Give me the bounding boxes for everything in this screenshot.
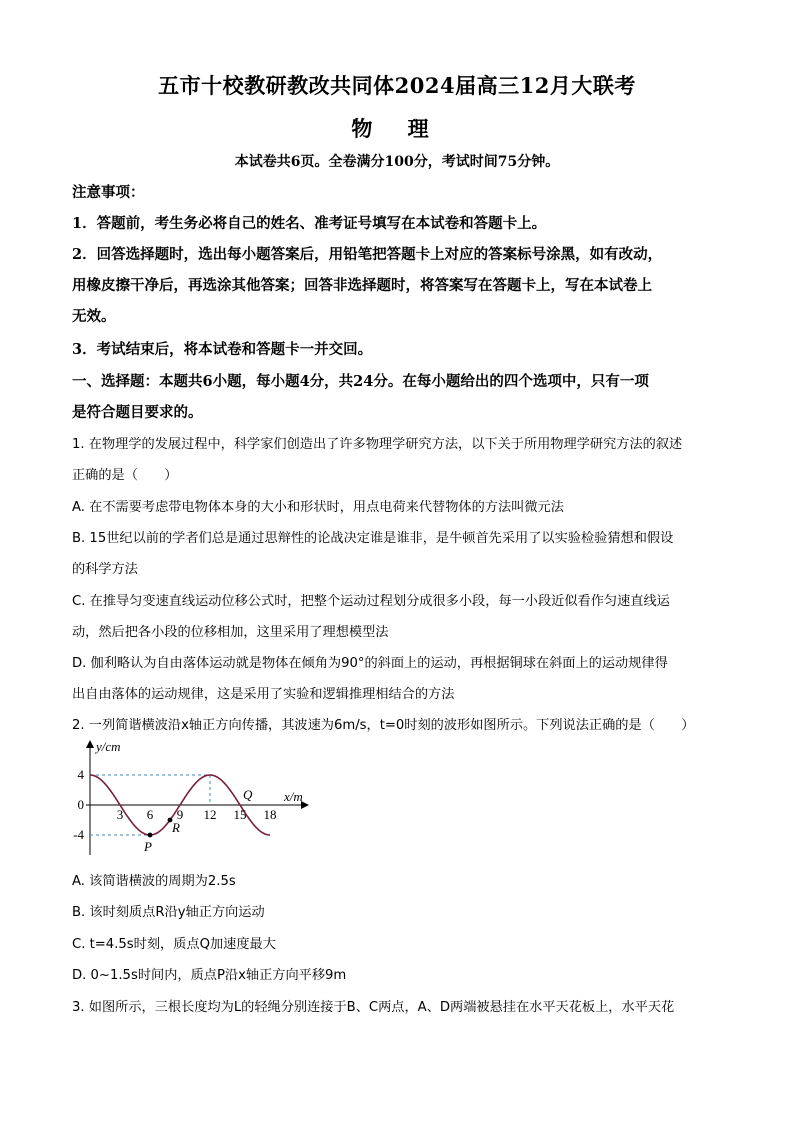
- notice-item-2-line-1: 2．回答选择题时，选出每小题答案后，用铅笔把答题卡上对应的答案标号涂黑，如有改动，: [72, 246, 663, 263]
- question-2-option-b: B. 该时刻质点R沿y轴正方向运动: [72, 905, 265, 920]
- exam-info: 本试卷共6页。全卷满分100分，考试时间75分钟。: [234, 154, 560, 170]
- question-1-option-b-line-2: 的科学方法: [72, 562, 138, 577]
- question-1-option-c-line-2: 动，然后把各小段的位移相加，这里采用了理想模型法: [72, 625, 389, 640]
- question-1-option-c-line-1: C. 在推导匀变速直线运动位移公式时，把整个运动过程划分成很多小段，每一小段近似看作匀速直线运: [72, 594, 670, 609]
- wave-chart: [72, 737, 322, 862]
- question-2-stem: 2. 一列简谐横波沿x轴正方向传播，其波速为6m/s，t=0时刻的波形如图所示。下列说法正确的是（ ）: [72, 718, 695, 733]
- notice-heading: 注意事项：: [72, 184, 145, 201]
- point-q-label: Q: [243, 787, 253, 802]
- question-2-option-c: C. t=4.5s时刻，质点Q加速度最大: [72, 937, 276, 952]
- x-tick-label: 12: [203, 807, 217, 822]
- y-axis-label: y/cm: [96, 739, 121, 754]
- x-tick-label: 18: [263, 807, 277, 822]
- question-1-option-d-line-2: 出自由落体的运动规律，这是采用了实验和逻辑推理相结合的方法: [72, 687, 455, 702]
- point-p-dot: [148, 833, 153, 838]
- exam-title: 五市十校教研教改共同体2024届高三12月大联考: [158, 73, 636, 98]
- question-1-stem-line-2: 正确的是（ ）: [72, 468, 178, 483]
- question-1-stem-line-1: 1. 在物理学的发展过程中，科学家们创造出了许多物理学研究方法，以下关于所用物理学研究方法的叙述: [72, 437, 683, 452]
- section-1-heading-line-1: 一、选择题：本题共6小题，每小题4分，共24分。在每小题给出的四个选项中，只有一项: [72, 373, 649, 390]
- notice-item-1: 1．答题前，考生务必将自己的姓名、准考证号填写在本试卷和答题卡上。: [72, 215, 547, 232]
- section-1-heading-line-2: 是符合题目要求的。: [72, 404, 203, 421]
- point-p-label: P: [144, 839, 152, 854]
- notice-item-3: 3．考试结束后，将本试卷和答题卡一并交回。: [72, 341, 373, 358]
- subject-title: 物 理: [351, 116, 443, 141]
- question-2-option-a: A. 该简谐横波的周期为2.5s: [72, 874, 236, 889]
- question-1-option-b-line-1: B. 15世纪以前的学者们总是通过思辩性的论战决定谁是谁非，是牛顿首先采用了以实验检验猜想和假设: [72, 531, 674, 546]
- x-tick-label: 9: [176, 807, 184, 822]
- x-axis-label: x/m: [284, 789, 303, 804]
- y-tick-label: -4: [73, 827, 84, 842]
- x-tick-label: 15: [233, 807, 247, 822]
- point-r-label: R: [172, 820, 180, 835]
- question-2-option-d: D. 0~1.5s时间内，质点P沿x轴正方向平移9m: [72, 968, 347, 983]
- question-3-stem-line-1: 3. 如图所示，三根长度均为L的轻绳分别连接于B、C两点，A、D两端被悬挂在水平天花板上，水平天花: [72, 1000, 675, 1015]
- y-tick-label: 4: [77, 767, 84, 782]
- y-tick-label: 0: [77, 797, 84, 812]
- question-1-option-d-line-1: D. 伽利略认为自由落体运动就是物体在倾角为90°的斜面上的运动，再根据铜球在斜面上的运动规律得: [72, 656, 668, 671]
- notice-item-2-line-2: 用橡皮擦干净后，再选涂其他答案；回答非选择题时，将答案写在答题卡上，写在本试卷上: [72, 277, 652, 294]
- notice-item-2-line-3: 无效。: [72, 308, 116, 325]
- x-tick-label: 3: [116, 807, 124, 822]
- x-tick-label: 6: [146, 807, 154, 822]
- question-1-option-a: A. 在不需要考虑带电物体本身的大小和形状时，用点电荷来代替物体的方法叫微元法: [72, 500, 564, 515]
